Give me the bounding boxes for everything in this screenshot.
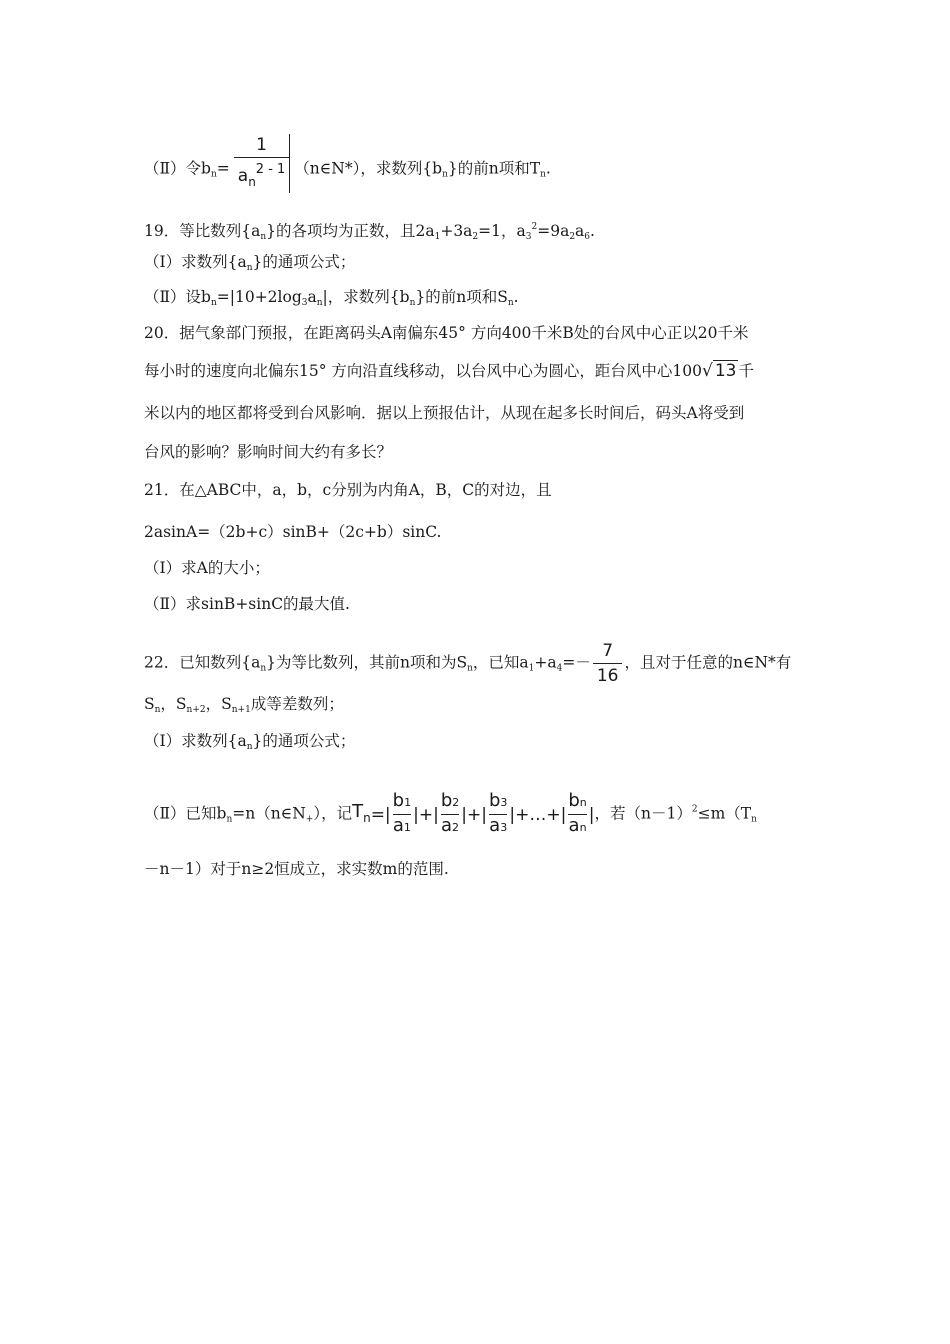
text: （Ⅰ）求数列{a — [144, 253, 247, 271]
text: a — [575, 222, 585, 240]
problem-21-line-1: 21．在△ABC中，a，b，c分别为内角A，B，C的对边，且 — [144, 481, 552, 499]
superscript: 2 — [691, 804, 698, 815]
subscript: n — [579, 796, 587, 809]
subscript: 4 — [556, 663, 563, 674]
text: a — [568, 815, 580, 836]
text: ，S — [205, 695, 232, 713]
text: . — [590, 222, 595, 240]
subscript: n — [363, 810, 371, 825]
text: }的前n项和T — [447, 159, 541, 178]
abs-close: | — [588, 804, 595, 825]
text: a — [489, 815, 501, 836]
text: ≤m（T — [697, 804, 752, 823]
text: S — [144, 695, 155, 713]
text: = — [216, 159, 230, 178]
problem-20-line-1: 20．据气象部门预报，在距离码头A南偏东45° 方向400千米B处的台风中心正以20千米 — [144, 324, 749, 342]
text: a — [307, 288, 317, 306]
text: +a — [534, 653, 557, 672]
superscript: 2 — [531, 222, 538, 232]
text: ），记 — [313, 804, 353, 823]
abs-separator: |+| — [461, 804, 487, 825]
subscript: n — [246, 263, 253, 273]
subscript: n+1 — [231, 705, 251, 715]
text: =1，a — [478, 222, 526, 240]
text: （Ⅱ）令b — [144, 159, 211, 178]
problem-19-part-1 — [144, 251, 355, 279]
subscript: 2 — [569, 232, 576, 242]
text: 千 — [738, 362, 754, 380]
subscript: n — [210, 298, 217, 308]
text: b — [568, 790, 580, 811]
subscript: n — [260, 232, 267, 242]
text: （n∈N*），求数列{b — [294, 159, 443, 178]
text: |，求数列{b — [322, 288, 410, 306]
subscript: n — [154, 705, 161, 715]
subscript: n — [751, 814, 757, 825]
problem-20-line-3: 米以内的地区都将受到台风影响．据以上预报估计，从现在起多长时间后，码头A将受到 — [144, 404, 745, 422]
subscript: 2 — [452, 796, 460, 809]
text: a — [237, 166, 249, 186]
problem-20-line-2 — [144, 360, 754, 382]
text: }为等比数列，其前n项和为S — [266, 653, 468, 672]
subscript: n — [260, 663, 267, 674]
fraction-bar — [234, 157, 290, 158]
numerator: 7 — [602, 641, 614, 661]
text: b — [488, 790, 501, 811]
subscript: 1 — [528, 663, 535, 674]
problem-22-line-2 — [144, 693, 344, 721]
t-symbol — [352, 801, 371, 829]
problem-22-part-2 — [144, 790, 757, 839]
fraction-b1-a1 — [393, 790, 411, 839]
subscript: n — [507, 298, 514, 308]
text: =|10+2log — [216, 288, 302, 306]
subscript: + — [305, 814, 314, 825]
text: （Ⅰ）求数列{a — [144, 732, 247, 750]
text: b — [392, 790, 405, 811]
subscript: n — [246, 742, 253, 752]
abs-ellipsis: |+…+| — [509, 804, 567, 825]
text: ，且对于任意的n∈N*有 — [624, 653, 792, 672]
sqrt-formula: √ 13 — [702, 361, 737, 381]
text: b — [440, 790, 453, 811]
subscript: n — [442, 169, 448, 180]
subscript: 3 — [301, 298, 308, 308]
text: }的通项公式； — [252, 253, 356, 271]
subscript: n — [248, 175, 256, 189]
text: ，若（n－1） — [594, 804, 692, 823]
subscript: n — [226, 814, 233, 825]
denominator: 16 — [596, 666, 619, 686]
subscript: n — [579, 821, 587, 834]
radicand: 13 — [714, 361, 737, 381]
problem-19-part-2 — [144, 286, 519, 314]
abs-open: =| — [370, 804, 391, 825]
problem-21-line-2: 2asinA=（2b+c）sinB+（2c+b）sinC. — [144, 523, 442, 541]
text: +3a — [440, 222, 473, 240]
problem-18-part-2 — [144, 135, 551, 199]
text: }的各项均为正数，且2a — [266, 222, 435, 240]
problem-22-line-5: －n－1）对于n≥2恒成立，求实数m的范围. — [144, 860, 449, 878]
subscript: 1 — [403, 821, 411, 834]
subscript: 3 — [500, 796, 508, 809]
fraction-b2-a2 — [441, 790, 459, 839]
subscript: n — [316, 298, 323, 308]
problem-22-line-1 — [144, 640, 791, 687]
text: （Ⅱ）已知b — [144, 804, 227, 823]
fraction-formula — [593, 640, 623, 687]
subscript: n — [540, 169, 546, 180]
fraction-bn-an — [568, 790, 586, 839]
tn-formula — [352, 790, 594, 839]
text: }的前n项和S — [415, 288, 508, 306]
text: a — [392, 815, 404, 836]
subscript: n — [210, 169, 217, 180]
abs-separator: |+| — [413, 804, 439, 825]
subscript: 6 — [584, 232, 591, 242]
problem-21-part-1: （Ⅰ）求A的大小； — [144, 559, 270, 577]
text: 每小时的速度向北偏东15° 方向沿直线移动，以台风中心为圆心，距台风中心100 — [144, 362, 702, 380]
text: =9a — [537, 222, 570, 240]
text: 22．已知数列{a — [144, 653, 261, 672]
subscript: 1 — [404, 796, 412, 809]
text: =－ — [562, 653, 591, 672]
text: T — [352, 800, 364, 822]
text: . — [513, 288, 519, 306]
subscript: n — [409, 298, 416, 308]
denominator — [234, 159, 290, 193]
text: =n（n∈N — [232, 804, 306, 823]
subscript: 3 — [500, 821, 508, 834]
problem-21-part-2: （Ⅱ）求sinB+sinC的最大值. — [144, 595, 350, 613]
subscript: n — [467, 663, 473, 674]
fraction-formula — [234, 134, 291, 193]
problem-19-stem — [144, 216, 595, 248]
subscript: 1 — [434, 232, 441, 242]
fraction-bar — [593, 663, 623, 664]
subscript: 2 — [452, 821, 460, 834]
text: ，S — [160, 695, 187, 713]
text: . — [545, 159, 551, 178]
text: }的通项公式； — [252, 732, 356, 750]
fraction-b3-a3 — [489, 790, 507, 839]
subscript: 2 — [472, 232, 479, 242]
numerator: 1 — [256, 135, 267, 155]
text: 19．等比数列{a — [144, 222, 261, 240]
subscript: 3 — [525, 232, 532, 242]
text: 2 - 1 — [255, 162, 286, 177]
text: ，已知a — [472, 653, 529, 672]
problem-20-line-4: 台风的影响？影响时间大约有多长？ — [144, 443, 393, 461]
text: （Ⅱ）设b — [144, 288, 211, 306]
subscript: n+2 — [186, 705, 206, 715]
problem-22-part-1 — [144, 730, 355, 758]
text: a — [441, 815, 453, 836]
text: 成等差数列； — [250, 695, 344, 713]
